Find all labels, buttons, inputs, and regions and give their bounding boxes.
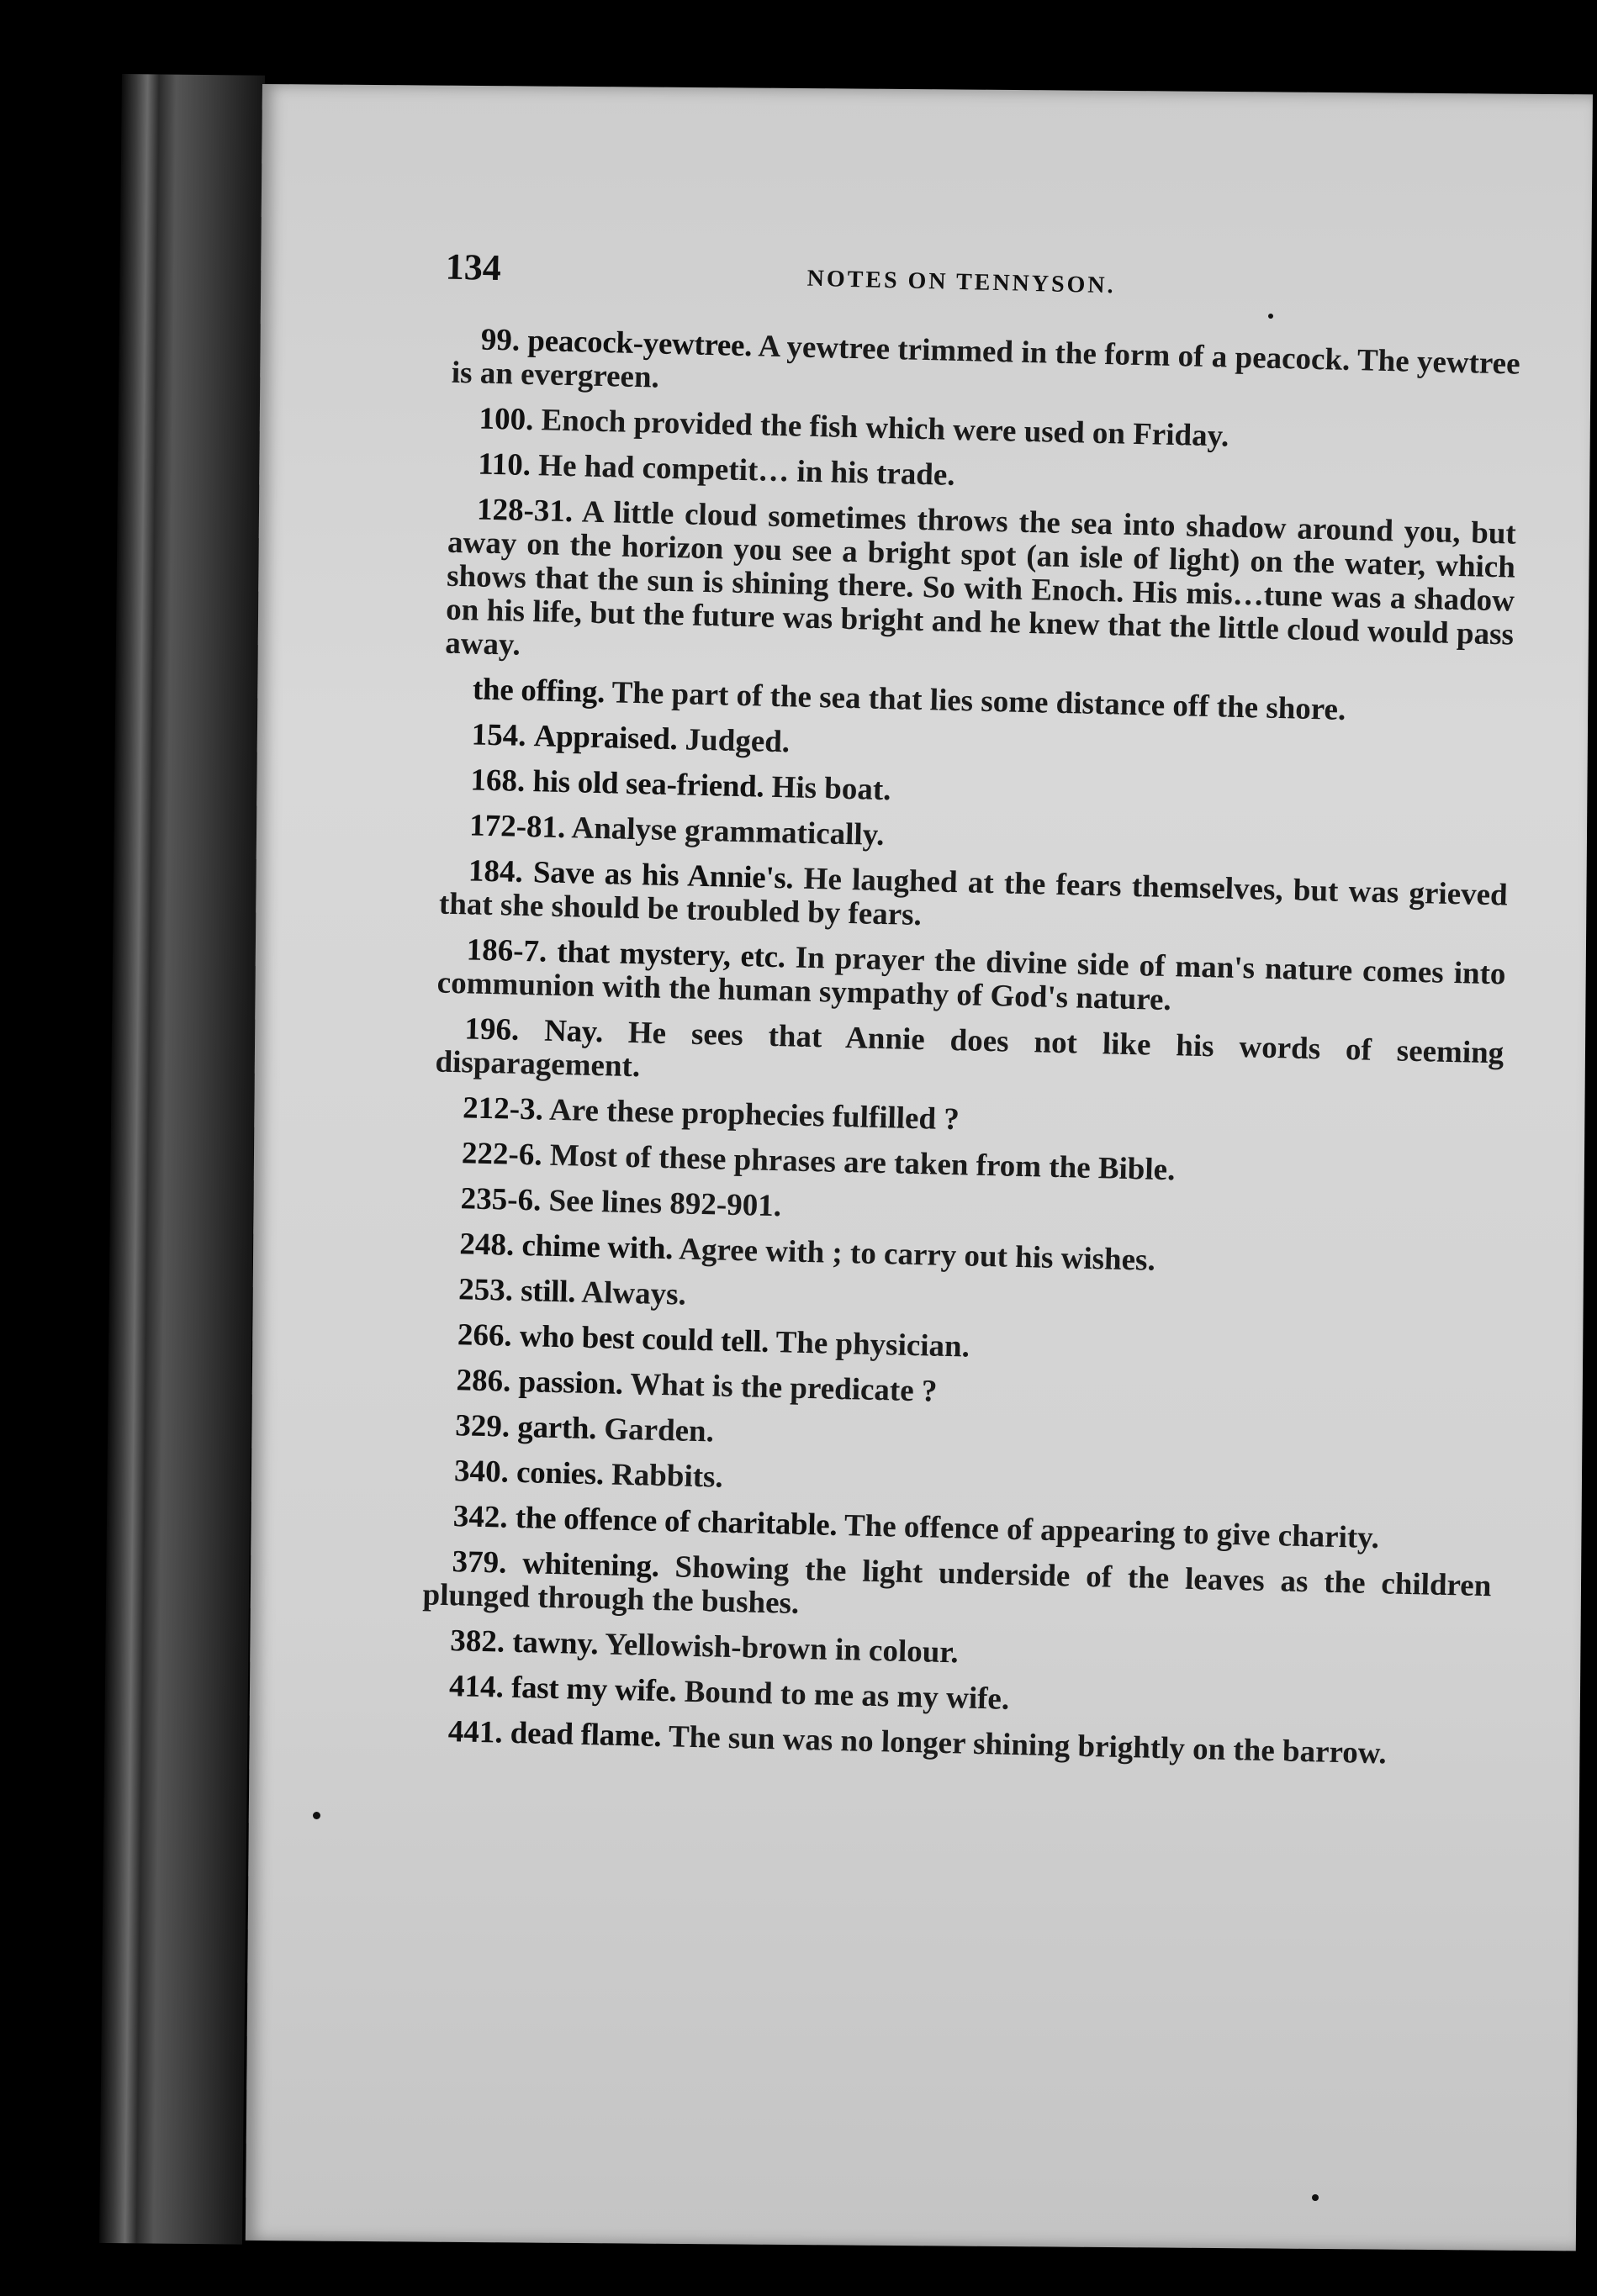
- note-gloss: A yewtree trimmed in the form of a peacock. The yewtree is an evergreen.: [451, 329, 1521, 395]
- note-line-number: 100.: [479, 401, 534, 438]
- note-line-number: 128-31.: [476, 492, 574, 530]
- note-term: whitening.: [521, 1546, 660, 1584]
- note-term: peacock-yewtree.: [526, 323, 753, 364]
- note-entry: [445, 493, 1516, 686]
- note-term: the offing.: [472, 672, 605, 710]
- note-line-number: 168.: [470, 763, 526, 799]
- note-term: the offence of charitable.: [515, 1500, 838, 1543]
- note-line-number: 329.: [454, 1408, 510, 1444]
- note-gloss: The sun was no longer shining brightly on the barrow.: [668, 1719, 1388, 1771]
- note-term: tawny.: [511, 1624, 599, 1662]
- note-gloss: What is the predicate ?: [629, 1367, 938, 1409]
- note-line-number: 222-6.: [461, 1136, 543, 1173]
- notes-list: [419, 323, 1520, 1773]
- note-gloss: He had competit… in his trade.: [537, 448, 956, 493]
- note-gloss: He sees that Annie does not like his words of seeming disparagement.: [435, 1015, 1504, 1085]
- note-line-number: 248.: [459, 1227, 515, 1263]
- ink-speck: [1268, 314, 1273, 319]
- note-line-number: 342.: [452, 1499, 509, 1535]
- note-entry: [422, 1544, 1492, 1637]
- note-gloss: The part of the sea that lies some distance off the shore.: [611, 675, 1346, 727]
- page-number: 134: [445, 245, 502, 289]
- note-term: dead flame.: [510, 1715, 662, 1755]
- note-gloss: Enoch provided the fish which were used on Friday.: [541, 403, 1229, 454]
- note-gloss: In prayer the divine side of man's nature comes into communion with the human sympathy of God's nature.: [436, 940, 1506, 1018]
- running-head: [445, 245, 1522, 330]
- note-line-number: 99.: [480, 322, 521, 358]
- note-line-number: 196.: [464, 1011, 520, 1048]
- note-gloss: Bound to me as my wife.: [684, 1674, 1010, 1717]
- ink-speck: [313, 1812, 320, 1819]
- note-term: passion.: [518, 1364, 624, 1401]
- note-gloss: Rabbits.: [611, 1457, 724, 1495]
- note-term: still.: [520, 1274, 576, 1310]
- note-line-number: 110.: [477, 446, 531, 483]
- book-page: [246, 84, 1593, 2251]
- note-gloss: He laughed at the fears themselves, but was grieved that she should be troubled by fears.: [438, 861, 1509, 933]
- note-entry: [435, 1012, 1504, 1105]
- ink-speck: [1312, 2194, 1319, 2201]
- note-gloss: Garden.: [603, 1412, 715, 1449]
- note-gloss: Judged.: [685, 722, 791, 760]
- note-line-number: 212-3.: [462, 1090, 544, 1127]
- note-line-number: 286.: [456, 1363, 511, 1399]
- note-entry: [439, 854, 1509, 947]
- note-line-number: 441.: [447, 1714, 504, 1750]
- note-line-number: 186-7.: [466, 932, 547, 969]
- note-gloss: Showing the light underside of the leaves as the children plunged through the bushes.: [422, 1549, 1492, 1621]
- note-line-number: 184.: [468, 853, 524, 889]
- note-term: fast my wife.: [510, 1670, 677, 1709]
- note-term: Nay.: [543, 1013, 604, 1050]
- note-term: chime with.: [521, 1228, 674, 1267]
- note-term: garth.: [516, 1409, 597, 1447]
- note-gloss: Are these prophecies fulfilled ?: [548, 1092, 960, 1137]
- note-term: Appraised.: [533, 719, 678, 757]
- note-line-number: 154.: [471, 717, 527, 753]
- note-term: that mystery, etc.: [556, 934, 786, 975]
- note-gloss: His boat.: [771, 769, 891, 808]
- note-gloss: The offence of appearing to give charity.: [843, 1508, 1380, 1556]
- note-gloss: Yellowish-brown in colour.: [604, 1627, 960, 1671]
- note-gloss: See lines 892-901.: [548, 1183, 782, 1224]
- note-gloss: Agree with ; to carry out his wishes.: [678, 1232, 1156, 1278]
- note-line-number: 253.: [457, 1272, 514, 1308]
- note-term: his old sea-friend.: [532, 764, 764, 805]
- note-gloss: The physician.: [775, 1325, 970, 1364]
- note-line-number: 414.: [448, 1669, 505, 1705]
- note-line-number: 266.: [457, 1317, 513, 1354]
- note-line-number: 340.: [453, 1454, 510, 1490]
- running-title: NOTES ON TENNYSON.: [806, 265, 1116, 299]
- note-line-number: 379.: [452, 1544, 507, 1581]
- note-line-number: 382.: [449, 1623, 505, 1660]
- note-term: Save as his Annie's.: [532, 855, 794, 896]
- note-gloss: Always.: [580, 1275, 687, 1312]
- note-line-number: 172-81.: [468, 808, 566, 846]
- note-entry: [451, 323, 1520, 415]
- note-term: conies.: [516, 1454, 605, 1492]
- note-term: who best could tell.: [519, 1318, 769, 1359]
- note-entry: [436, 933, 1506, 1026]
- page-content: [419, 245, 1522, 1785]
- note-gloss: A little cloud sometimes throws the sea into shadow around you, but away on the horizon you see a bright spot (an isle of light) on the water, which shows that the sun is shining there. So with Enoch. His mis…tune was a shadow on his life, but the future was bright and he knew that the little cloud would pass away.: [444, 494, 1517, 662]
- note-gloss: Analyse grammatically.: [571, 810, 885, 853]
- note-line-number: 235-6.: [460, 1181, 542, 1218]
- book-spine: [99, 74, 265, 2245]
- note-gloss: Most of these phrases are taken from the Bible.: [549, 1137, 1176, 1188]
